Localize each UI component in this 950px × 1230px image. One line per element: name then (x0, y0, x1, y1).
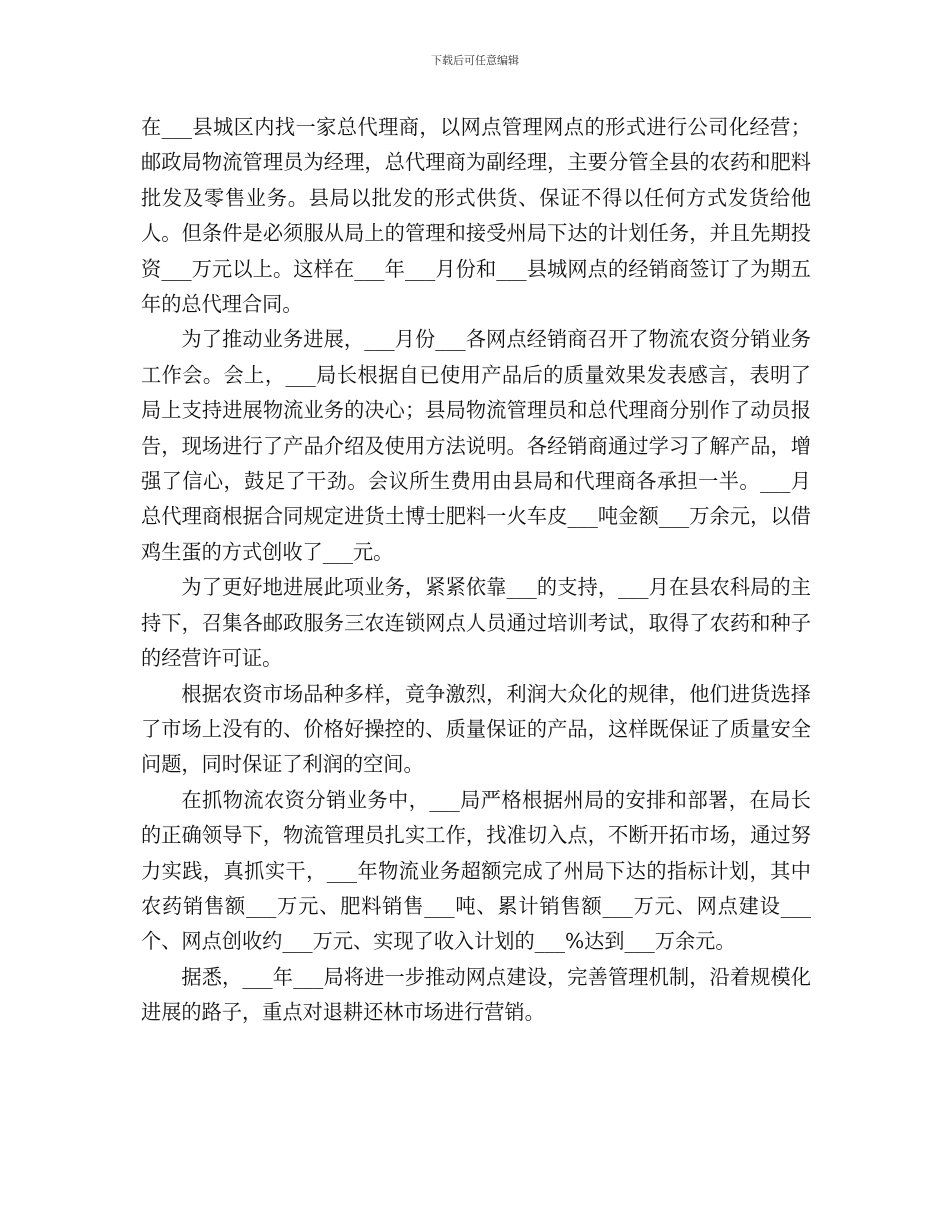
paragraph-2: 为了推动业务进展，___月份___各网点经销商召开了物流农资分销业务工作会。会上，___局长根据自已使用产品后的质量效果发表感言，表明了局上支持进展物流业务的决心；县局物流管理员和总代理商分别作了动员报告，现场进行了产品介绍及使用方法说明。各经销商通过学习了解产品，增强了信心，鼓足了干劲。会议所生费用由县局和代理商各承担一半。___月总代理商根据合同规定进货土博士肥料一火车皮___吨金额___万余元，以借鸡生蛋的方式创收了___元。 (141, 327, 811, 564)
document-body (141, 110, 811, 1031)
paragraph-5: 在抓物流农资分销业务中，___局严格根据州局的安排和部署，在局长的正确领导下，物流管理员扎实工作，找准切入点，不断开拓市场，通过努力实践，真抓实干，___年物流业务超额完成了州局下达的指标计划，其中农药销售额___万元、肥料销售___吨、累计销售额___万元、网点建设___个、网点创收约___万元、实现了收入计划的___%达到___万余元。 (141, 787, 811, 954)
paragraph-4: 根据农资市场品种多样，竟争激烈，利润大众化的规律，他们进货选择了市场上没有的、价格好操控的、质量保证的产品，这样既保证了质量安全问题，同时保证了利润的空间。 (141, 681, 811, 777)
paragraph-6: 据悉，___年___局将进一步推动网点建设，完善管理机制，沿着规模化进展的路子，重点对退耕还林市场进行营销。 (141, 964, 811, 1025)
page-header: 下载后可任意编辑 (431, 54, 519, 67)
paragraph-3: 为了更好地进展此项业务，紧紧依靠___的支持，___月在县农科局的主持下，召集各邮政服务三农连锁网点人员通过培训考试，取得了农药和种子的经营许可证。 (141, 575, 811, 671)
paragraph-1: 在___县城区内找一家总代理商，以网点管理网点的形式进行公司化经营；邮政局物流管理员为经理，总代理商为副经理，主要分管全县的农药和肥料批发及零售业务。县局以批发的形式供货、保证不得以任何方式发货给他人。但条件是必须服从局上的管理和接受州局下达的计划任务，并且先期投资___万元以上。这样在___年___月份和___县城网点的经销商签订了为期五年的总代理合同。 (141, 115, 811, 317)
